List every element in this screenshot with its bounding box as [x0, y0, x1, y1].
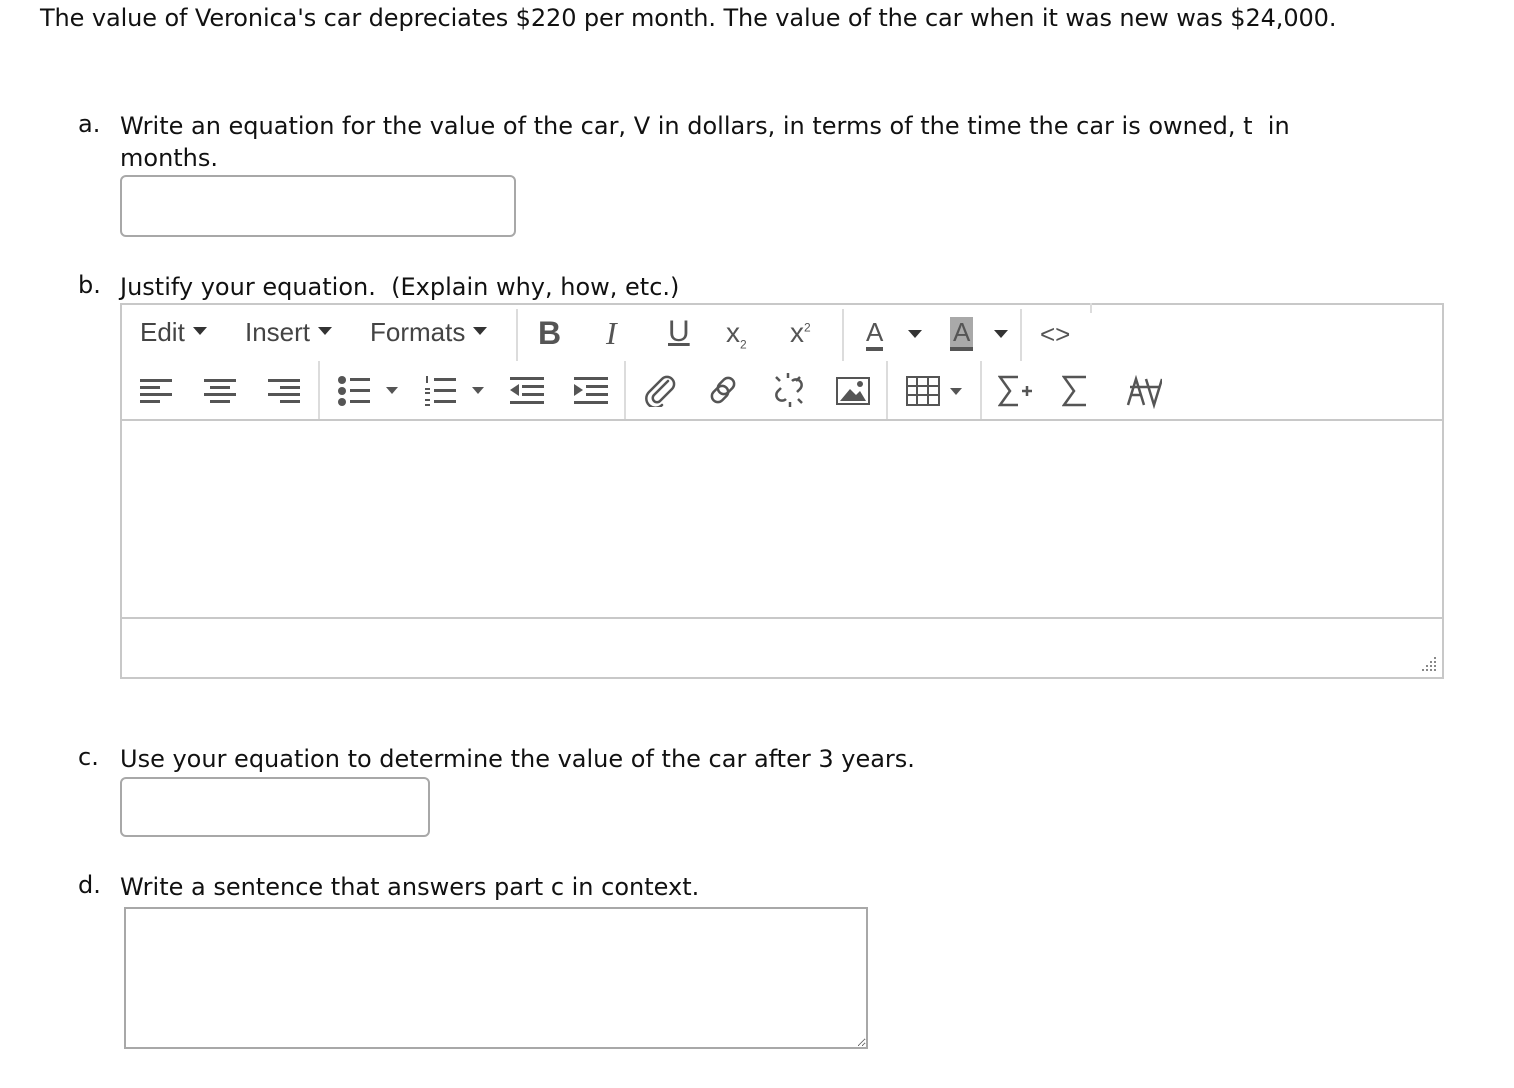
superscript-label: x	[790, 317, 804, 348]
indent-icon[interactable]	[574, 377, 608, 405]
resize-handle-icon[interactable]	[1418, 653, 1438, 673]
insert-menu[interactable]	[245, 317, 332, 348]
numbered-list-icon	[424, 375, 486, 407]
editor-menubar	[122, 305, 1442, 361]
editor-toolbar	[122, 361, 1442, 421]
question-a-line2: months.	[120, 144, 219, 172]
highlight-color-glyph: A	[950, 317, 973, 351]
italic-button[interactable]: I	[606, 315, 617, 351]
unlink-icon[interactable]	[770, 371, 808, 409]
problem-prompt: The value of Veronica's car depreciates $220 per month. The value of the car when it was new was $24,000.	[40, 4, 1337, 32]
question-b-text: Justify your equation. (Explain why, how, etc.)	[120, 273, 680, 301]
formats-menu-label: Formats	[370, 317, 466, 347]
superscript-mark: 2	[804, 320, 811, 335]
edit-menu[interactable]	[140, 317, 207, 348]
bullet-list-button[interactable]	[338, 375, 400, 407]
question-a-line1: Write an equation for the value of the car, V in dollars, in terms of the time the car is owned, t in	[120, 112, 1290, 140]
rich-text-editor	[120, 303, 1444, 679]
question-b-letter: b.	[78, 271, 101, 299]
toolbar-divider	[516, 309, 518, 361]
question-d-answer-textarea[interactable]	[124, 907, 868, 1049]
subscript-label: x	[726, 317, 740, 348]
align-right-icon[interactable]	[268, 377, 300, 405]
insert-equation-icon[interactable]	[998, 375, 1034, 407]
align-center-icon[interactable]	[204, 377, 236, 405]
caret-down-icon	[908, 330, 922, 338]
underline-button[interactable]: U	[668, 315, 690, 348]
bold-button[interactable]: B	[538, 315, 562, 351]
toolbar-divider	[318, 361, 320, 419]
question-c-letter: c.	[78, 743, 99, 771]
formats-menu[interactable]	[370, 317, 487, 348]
question-a-text	[120, 110, 1450, 174]
question-c-text: Use your equation to determine the value of the car after 3 years.	[120, 745, 915, 773]
align-left-icon[interactable]	[140, 377, 172, 405]
highlight-color-button[interactable]	[950, 317, 1008, 351]
question-a-answer-input[interactable]	[120, 175, 516, 237]
toolbar-divider	[842, 309, 844, 361]
sigma-icon[interactable]	[1062, 375, 1088, 407]
bullet-list-icon	[338, 375, 400, 407]
question-c-answer-input[interactable]	[120, 777, 430, 837]
link-icon[interactable]	[706, 373, 740, 407]
toolbar-divider	[1090, 303, 1092, 313]
numbered-list-button[interactable]	[424, 375, 486, 407]
question-a-letter: a.	[78, 110, 101, 138]
toolbar-divider	[1020, 309, 1022, 361]
table-icon	[906, 375, 966, 407]
attachment-icon[interactable]	[642, 373, 676, 407]
question-d-text: Write a sentence that answers part c in context.	[120, 873, 700, 901]
rtl-text-icon[interactable]	[1126, 373, 1162, 409]
edit-menu-label: Edit	[140, 317, 185, 347]
toolbar-divider	[980, 361, 982, 419]
caret-down-icon	[318, 327, 332, 335]
subscript-button[interactable]	[726, 317, 747, 352]
caret-down-icon	[193, 327, 207, 335]
subscript-mark: 2	[740, 337, 747, 352]
caret-down-icon	[473, 327, 487, 335]
image-icon[interactable]	[836, 377, 870, 405]
text-color-button[interactable]	[866, 317, 922, 351]
editor-content-area[interactable]	[122, 421, 1442, 621]
superscript-button[interactable]	[790, 317, 811, 349]
insert-menu-label: Insert	[245, 317, 311, 347]
text-color-glyph: A	[866, 317, 883, 351]
toolbar-divider	[624, 361, 626, 419]
source-code-button[interactable]: <>	[1040, 319, 1071, 349]
table-button[interactable]	[906, 375, 966, 407]
editor-statusbar	[122, 617, 1442, 677]
toolbar-divider	[886, 361, 888, 419]
caret-down-icon	[994, 330, 1008, 338]
outdent-icon[interactable]	[510, 377, 544, 405]
question-d-letter: d.	[78, 871, 101, 899]
